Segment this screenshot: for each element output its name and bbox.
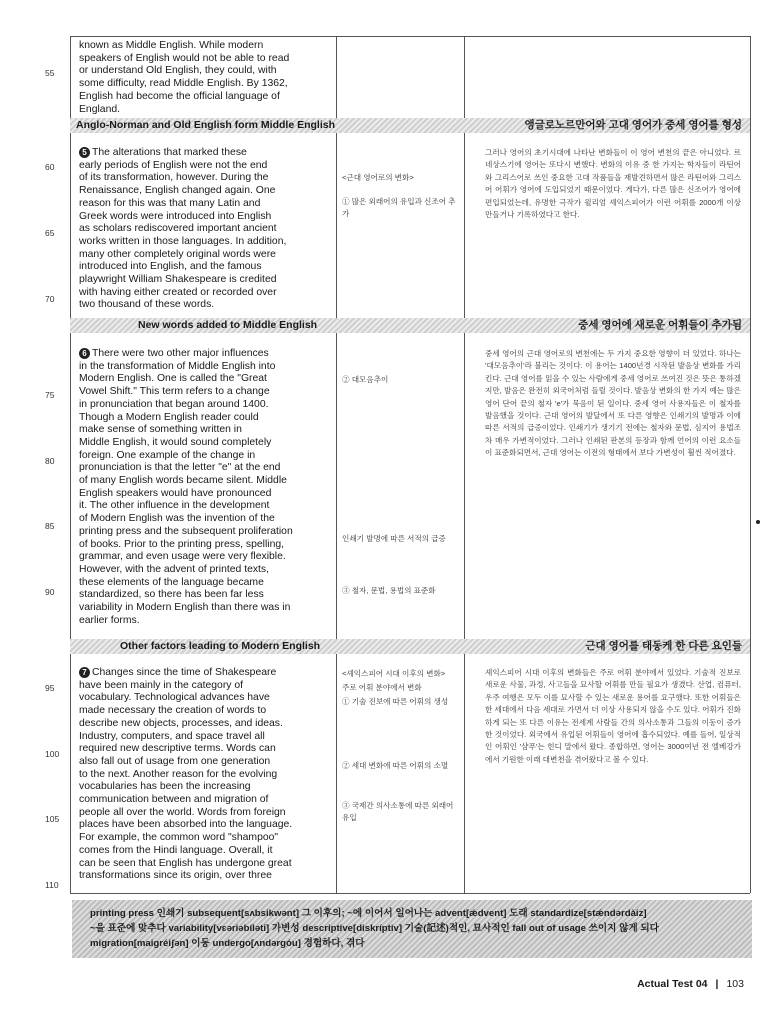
vocabulary-box: [72, 900, 752, 958]
margin-notes: [342, 172, 460, 220]
margin-note: ③ 국제간 의사소통에 따른 외래어 유입: [342, 801, 454, 822]
paragraph-number-badge: 6: [79, 348, 90, 359]
text-line: or understand Old English, they could, with: [79, 65, 277, 77]
band-title-en: Anglo-Norman and Old English form Middle English: [76, 119, 335, 131]
band-title-en: Other factors leading to Modern English: [120, 640, 321, 652]
text-line: in pronunciation that began around 1400.: [79, 398, 269, 410]
text-line: of books. Prior to the printing press, spelling,: [79, 538, 285, 550]
table-border-right: [750, 36, 751, 893]
footer-label: Actual Test 04: [637, 978, 708, 990]
footer-separator: |: [715, 978, 719, 990]
translation-text: 셰익스피어 시대 이후의 변화들은 주로 어휘 분야에서 있었다. 기술적 진보로 새로운 사물, 과정, 사고들을 묘사할 어휘를 만들 필요가 생겼다. 산업, 컴퓨터, 우주 여행은 모두 이를 묘사할 수 있는 새로운 용어를 요구했다. 또한 어휘들은 한 세대에서 다음 세대로 가면서 더 이상 사용되지 않을 수도 있다. 어휘가 진화하게 되는 또 다른 이유는 전세계 사람들 간의 의사소통과 그들의 이동이 증가한 것이었다. 외국에서 유입된 어휘들이 영어에 흡수되었다. 예를 들어, 일상적인 어휘인 '샴푸'는 힌디 말에서 왔다. 종합하면, 영어는 3000여년 전 엘베강가에서 기원한 이래 대변천을 겪어왔다고 볼 수 있다.: [485, 668, 741, 764]
text-line: two thousand of these words.: [79, 299, 215, 311]
text-line: with having either created or recorded over: [79, 286, 277, 298]
line-number: 95: [45, 683, 55, 693]
text-line: communication between and migration of: [79, 794, 269, 806]
text-line: in the transformation of Middle English into: [79, 360, 276, 372]
vocab-line: migration[maigréiʃən] 이동 undergo[ʌndərgóu] 경험하다, 겪다: [90, 938, 365, 949]
paragraph-7: [79, 667, 341, 883]
margin-note: 인쇄기 발명에 따른 서적의 급증: [342, 534, 446, 543]
line-number: 85: [45, 521, 55, 531]
text-line: of many English words became silent. Middle: [79, 475, 287, 487]
text-line: printing press and the subsequent proliferation: [79, 525, 293, 537]
line-number: 80: [45, 456, 55, 466]
text-line: [79, 667, 341, 680]
line-number: 110: [45, 880, 59, 890]
text-line: works written in those languages. In addition,: [79, 235, 287, 247]
text-line: required new descriptive terms. Words can: [79, 743, 276, 755]
table-top-border: [70, 36, 750, 37]
text-line: English had become the official language of: [79, 90, 280, 102]
line-number: 90: [45, 587, 55, 597]
translation-text: 중세 영어의 근대 영어로의 변천에는 두 가지 중요한 영향이 더 있었다. 하나는 '대모음추이'라 불리는 것이다. 이 용어는 1400년경 시작된 발음상 변화를 가리킨다. 근대 영어를 읽을 수 있는 사람에게 중세 영어로 쓰여진 것은 뜻은 통하겠지만, 발음은 완전히 외국어처럼 들릴 것이다. 발음상 변화의 한 가지 예는 많은 영어 단어 끝의 철자 'e'가 묵음이 된 일이다. 중세 영어 사용자들은 이 철자를 발음했을 것이다. 근대 영어의 발달에서 또 다른 영향은 인쇄기의 발명과 이에 따른 서적의 급증이었다. 인쇄기가 생기기 전에는 철자와 문법, 심지어 용법조차 매우 가변적이었다. 그러나 인쇄된 판본의 등장과 함께 언어의 이런 요소들이 표준화되면서, 근대 영어는 이전의 형태에서 보다 가변성이 훨씬 적어졌다.: [485, 349, 741, 458]
text-line: early periods of English were not the end: [79, 159, 268, 171]
line-number: 75: [45, 390, 55, 400]
text-line: make sense of something written in: [79, 424, 242, 436]
text-line: Industry, computers, and space travel all: [79, 730, 265, 742]
text-line: some difficulty, read Middle English. By 1362,: [79, 78, 288, 90]
text-line: speakers of English would not be able to read: [79, 52, 290, 64]
section-band: [70, 639, 750, 654]
band-title-en: New words added to Middle English: [138, 319, 318, 331]
text-line: transformations since its origin, over three: [79, 870, 272, 882]
margin-note: ① 기술 진보에 따른 어휘의 생성: [342, 697, 449, 706]
text-line: Renaissance, English changed again. One: [79, 185, 276, 197]
section-band: [70, 318, 750, 333]
top-fragment: [79, 40, 341, 116]
line-number: 55: [45, 68, 55, 78]
text-line: these elements of the language became: [79, 576, 264, 588]
text-line: standardized, so there has been far less: [79, 589, 264, 601]
line-number: 105: [45, 814, 60, 824]
text-line: vocabularies has been the increasing: [79, 781, 251, 793]
text-line: known as Middle English. While modern: [79, 40, 264, 51]
text-line: Middle English, it would sound completely: [79, 436, 272, 448]
text-line: describe new objects, processes, and ideas.: [79, 717, 283, 729]
text-line: have been mainly in the category of: [79, 679, 244, 691]
text-line: foreign. One example of the change in: [79, 449, 256, 461]
text-line: pronunciation is that the letter "e" at the end: [79, 462, 281, 474]
paragraph-number-badge: 7: [79, 667, 90, 678]
text-line: introduced into English, and the famous: [79, 261, 262, 273]
text-line: can be seen that English has undergone great: [79, 857, 292, 869]
text-run: Changes since the time of Shakespeare: [92, 667, 277, 678]
page-footer: [637, 978, 744, 990]
text-line: variability in Modern English than there was in: [79, 602, 291, 614]
margin-note: ③ 철자, 문법, 용법의 표준화: [342, 586, 436, 595]
band-title-ko: 근대 영어를 태동케 한 다른 요인들: [585, 640, 742, 652]
text-line: [79, 348, 341, 361]
band-title-ko: 앵글로노르만어와 고대 영어가 중세 영어를 형성: [524, 119, 742, 131]
text-line: Though a Modern English reader could: [79, 411, 259, 423]
text-line: reason for this was that many Latin and: [79, 197, 261, 209]
text-line: it. The other influence in the development: [79, 500, 270, 512]
margin-note: <셰익스피어 시대 이후의 변화>: [342, 669, 446, 678]
paragraph-number-badge: 5: [79, 147, 90, 158]
text-line: Greek words were introduced into English: [79, 210, 272, 222]
korean-translation: [485, 147, 741, 221]
text-line: comes from the Hindi language. Overall, it: [79, 844, 273, 856]
text-line: Vowel Shift." This term refers to a change: [79, 386, 270, 398]
text-line: many other completely original words were: [79, 248, 276, 260]
text-line: For example, the common word "shampoo": [79, 832, 279, 844]
text-run: There were two other major influences: [92, 348, 269, 359]
text-line: [79, 147, 341, 160]
line-number: 65: [45, 228, 55, 238]
text-line: people all over the world. Words from foreign: [79, 806, 286, 818]
page-number: 103: [726, 978, 744, 990]
margin-note: ② 대모음추이: [342, 375, 389, 384]
text-line: of its transformation, however. During the: [79, 172, 269, 184]
paragraph-6: [79, 348, 341, 627]
table-bottom-border: [70, 893, 750, 894]
line-number: 100: [45, 749, 60, 759]
line-number: 60: [45, 162, 55, 172]
paragraph-5: [79, 147, 341, 312]
text-line: earlier forms.: [79, 614, 140, 626]
vocab-line: printing press 인쇄기 subsequent[sʌbsikwənt] 그 이후의; ~에 이어서 일어나는 advent[ǽdvent] 도래 standardize[stǽndərdàiz]: [90, 908, 647, 919]
stray-mark: [756, 520, 760, 524]
text-line: vocabulary. Technological advances have: [79, 692, 270, 704]
text-line: playwright William Shakespeare is credited: [79, 274, 277, 286]
korean-translation: [485, 348, 741, 460]
text-line: also fall out of usage from one generation: [79, 755, 271, 767]
band-title-ko: 중세 영어에 새로운 어휘들이 추가됨: [578, 319, 742, 331]
text-line: made necessary the creation of words to: [79, 705, 267, 717]
margin-note: <근대 영어로의 변화>: [342, 173, 414, 182]
text-line: England.: [79, 103, 121, 115]
line-number: 70: [45, 294, 55, 304]
text-line: places have been absorbed into the language.: [79, 819, 293, 831]
text-run: The alterations that marked these: [92, 147, 247, 158]
text-line: Modern English. One is called the "Great: [79, 373, 267, 385]
text-line: However, with the advent of printed texts,: [79, 563, 270, 575]
text-line: of Modern English was the invention of the: [79, 513, 275, 525]
text-line: English speakers would have pronounced: [79, 487, 272, 499]
margin-note: 주로 어휘 분야에서 변화: [342, 683, 422, 692]
text-line: to the next. Another reason for the evolving: [79, 768, 278, 780]
translation-text: 그러나 영어의 초기시대에 나타난 변화들이 이 영어 변천의 끝은 아니었다. 르네상스기에 영어는 또다시 변했다. 변화의 이유 중 한 가지는 학자들이 라틴어와 그리스어로 쓰인 중요한 고대 작품들을 재발견하면서 많은 라틴어와 그리스어 어휘가 영어에 도입되었기 때문이었다. 게다가, 다른 많은 신조어가 영어에 편입되었는데, 유명한 극작가 윌리엄 셰익스피어가 이런 어휘를 2000개 이상 만들거나 기록하였다고 한다.: [485, 148, 741, 220]
text-line: as scholars rediscovered important ancient: [79, 223, 277, 235]
text-line: grammar, and even usage were very flexible.: [79, 551, 286, 563]
table-border-left: [70, 36, 71, 893]
vocab-line: ~을 표준에 맞추다 variability[vɛəriəbíləti] 가변성 descriptive[diskríptiv] 기술(記述)적인, 묘사적인 fall out of usage 쓰이지 않게 되다: [90, 923, 659, 934]
margin-note: ① 많은 외래어의 유입과 신조어 추가: [342, 197, 456, 218]
korean-translation: [485, 667, 741, 766]
column-divider-2: [464, 36, 465, 893]
section-band: [70, 118, 750, 133]
margin-note: ② 세대 변화에 따른 어휘의 소멸: [342, 761, 449, 770]
